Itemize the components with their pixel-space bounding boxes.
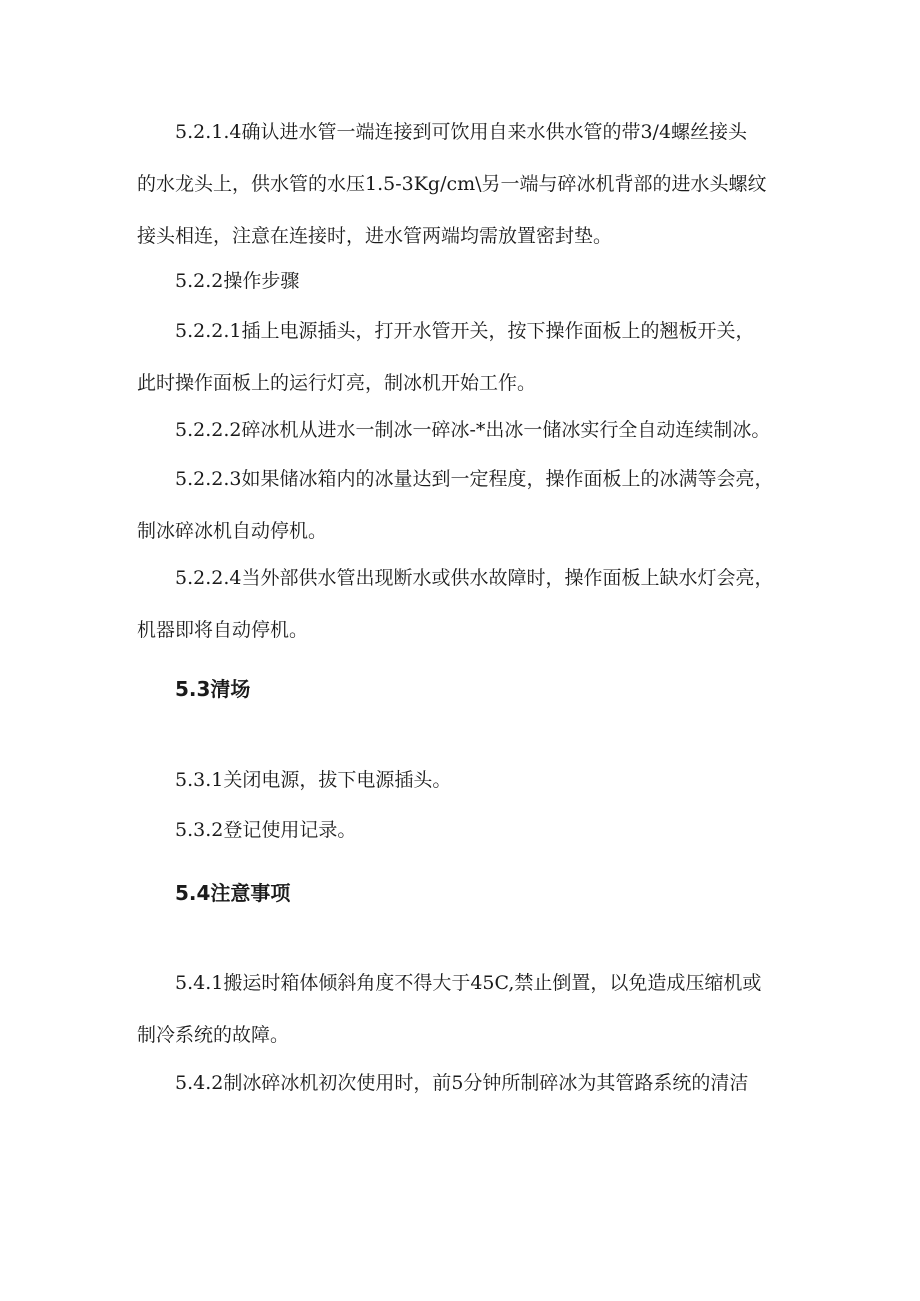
paragraph-5-3-2: [137, 804, 797, 856]
paragraph-line: 5.2.2.1插上电源插头，打开水管开关，按下操作面板上的翘板开关，: [175, 320, 755, 342]
paragraph-line: 5.2.1.4确认进水管一端连接到可饮用自来水供水管的带3/4螺丝接头: [175, 121, 748, 143]
paragraph-5-2-2-4: [137, 552, 797, 656]
paragraph-5-3-1: [137, 754, 797, 806]
paragraph-line: 的水龙头上，供水管的水压1.5-3Kg∕cm\另一端与碎冰机背部的进水头螺纹: [137, 173, 767, 195]
paragraph-5-2-2: [137, 255, 797, 307]
paragraph-line: 制冰碎冰机自动停机。: [137, 520, 328, 542]
section-heading-5-3: 5.3清场: [175, 677, 251, 701]
paragraph-line: 5.4.1搬运时箱体倾斜角度不得大于45C,禁止倒置，以免造成压缩机或: [175, 972, 762, 994]
paragraph-5-2-2-3: [137, 453, 797, 557]
paragraph-5-4-2: [137, 1057, 797, 1109]
paragraph-line: 接头相连，注意在连接时，进水管两端均需放置密封垫。: [137, 225, 613, 247]
paragraph-5-4-1: [137, 957, 797, 1061]
paragraph-5-2-2-1: [137, 305, 797, 409]
paragraph-line: 制冷系统的故障。: [137, 1024, 290, 1046]
paragraph-line: 5.3.2登记使用记录。: [175, 819, 357, 841]
paragraph-5-2-2-2: [137, 404, 797, 456]
paragraph-line: 5.2.2.2碎冰机从进水一制冰一碎冰-*出冰一储冰实行全自动连续制冰。: [175, 419, 771, 441]
paragraph-5-2-1-4: [137, 106, 797, 262]
paragraph-line: 5.2.2.4当外部供水管出现断水或供水故障时，操作面板上缺水灯会亮，: [175, 567, 774, 589]
paragraph-line: 5.3.1关闭电源，拔下电源插头。: [175, 769, 452, 791]
paragraph-line: 5.2.2操作步骤: [175, 270, 300, 292]
section-heading-5-4: 5.4注意事项: [175, 881, 291, 905]
paragraph-line: 此时操作面板上的运行灯亮，制冰机开始工作。: [137, 372, 537, 394]
paragraph-line: 5.2.2.3如果储冰箱内的冰量达到一定程度，操作面板上的冰满等会亮，: [175, 468, 774, 490]
paragraph-line: 机器即将自动停机。: [137, 619, 309, 641]
paragraph-line: 5.4.2制冰碎冰机初次使用时，前5分钟所制碎冰为其管路系统的清洁: [175, 1072, 749, 1094]
